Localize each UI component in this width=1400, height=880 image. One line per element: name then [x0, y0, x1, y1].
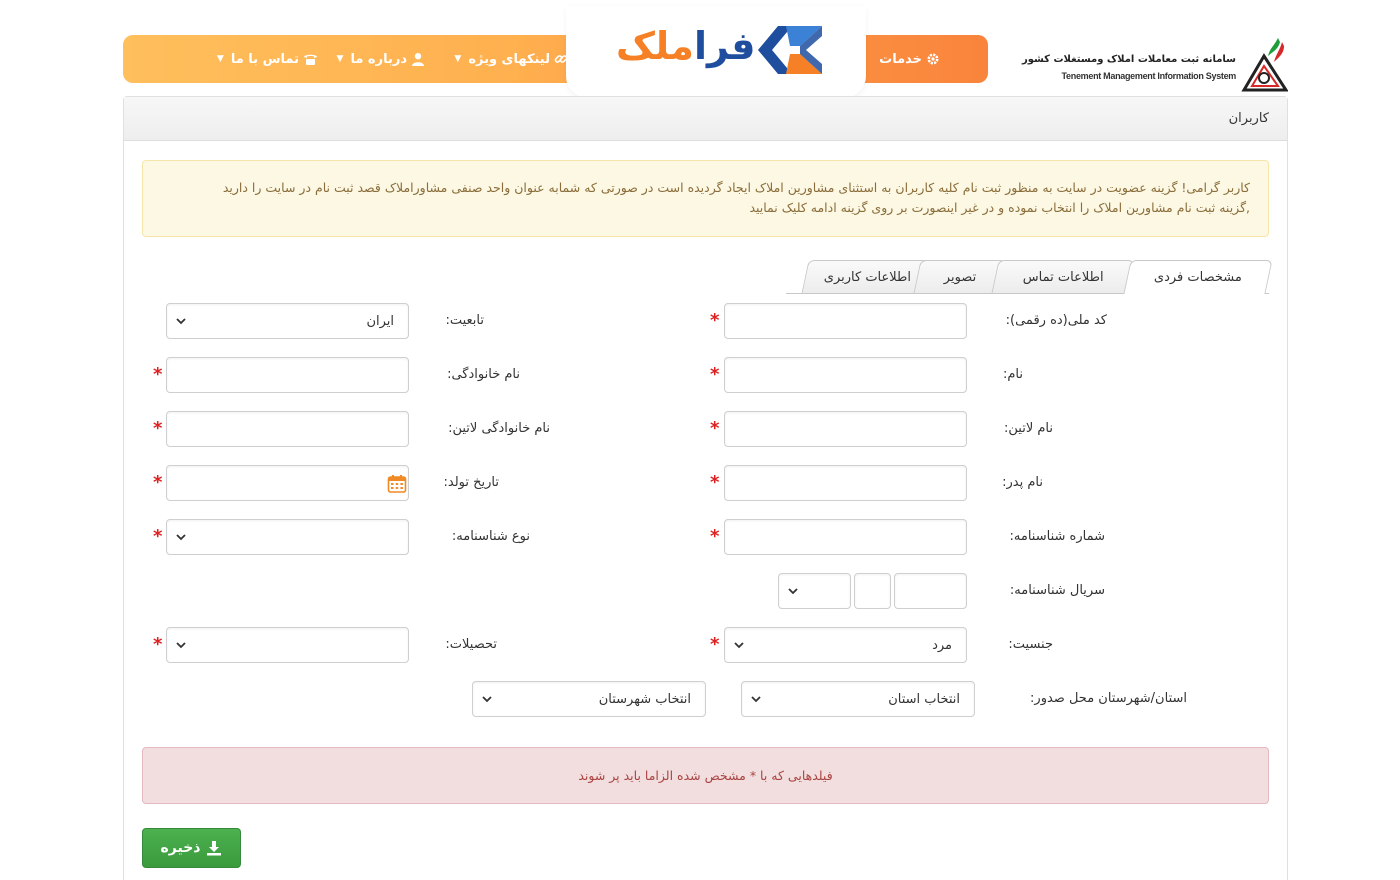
education-label: تحصیلات:: [445, 637, 497, 652]
users-panel: [123, 96, 1288, 880]
nav-contact[interactable]: [217, 35, 318, 83]
latin-first-name-label: نام لاتین:: [1004, 421, 1053, 436]
nationality-label: تابعیت:: [445, 313, 484, 328]
national-code-label: کد ملی(ده رقمی):: [1005, 313, 1107, 328]
logo-wordmark-part1: فرا: [693, 24, 756, 68]
latin-last-name-input[interactable]: [167, 412, 408, 446]
tab-contact-info[interactable]: [991, 260, 1134, 293]
required-mark: *: [710, 526, 720, 547]
logo-wordmark: [616, 24, 756, 68]
nav-about[interactable]: [337, 35, 425, 83]
latin-first-name-input[interactable]: [725, 412, 966, 446]
latin-last-name-field[interactable]: [166, 411, 409, 447]
national-code-input[interactable]: [725, 304, 966, 338]
gear-icon: [926, 52, 940, 66]
logo-mark-icon: [752, 22, 826, 78]
tab-contact-info-label: اطلاعات تماس: [1022, 269, 1104, 285]
download-icon: [206, 840, 222, 856]
site-logo[interactable]: [566, 6, 866, 98]
id-serial-part-input[interactable]: [855, 574, 890, 608]
birth-date-field[interactable]: [166, 465, 409, 501]
nav-services-label: خدمات: [879, 51, 922, 67]
tab-account-info-label: اطلاعات کاربری: [824, 269, 912, 285]
brand-subtitle: Tenement Management Information System: [1061, 71, 1236, 81]
save-button-label: ذخیره: [160, 840, 201, 856]
province-value: انتخاب استان: [888, 692, 960, 707]
tab-personal-info-label: مشخصات فردی: [1153, 270, 1242, 285]
tab-personal-info[interactable]: [1123, 260, 1272, 294]
gender-value: مرد: [932, 638, 952, 653]
id-number-input[interactable]: [725, 520, 966, 554]
membership-notice: [142, 160, 1269, 237]
nav-contact-label: تماس با ما: [230, 51, 299, 67]
panel-header: [124, 97, 1287, 141]
phone-icon: [303, 52, 318, 66]
chevron-down-icon: ▼: [216, 54, 224, 64]
brand-title: سامانه ثبت معاملات املاک ومستغلات کشور: [1021, 54, 1236, 65]
required-mark: *: [153, 364, 163, 385]
id-serial-letter-select[interactable]: [778, 573, 851, 609]
panel-title: کاربران: [1228, 111, 1269, 126]
last-name-field[interactable]: [166, 357, 409, 393]
first-name-field[interactable]: [724, 357, 967, 393]
id-serial-number-input[interactable]: [895, 574, 966, 608]
logo-wordmark-part2: ملک: [616, 24, 694, 68]
father-name-label: نام پدر:: [1002, 475, 1043, 490]
tab-photo-label: تصویر: [943, 269, 977, 285]
last-name-input[interactable]: [167, 358, 408, 392]
required-fields-alert: [142, 747, 1269, 804]
id-serial-part-field[interactable]: [854, 573, 891, 609]
chevron-down-icon: ▼: [454, 54, 462, 64]
province-city-label: استان/شهرستان محل صدور:: [1030, 691, 1187, 706]
province-select[interactable]: [741, 681, 975, 717]
chevron-down-icon: [787, 585, 799, 597]
latin-first-name-field[interactable]: [724, 411, 967, 447]
chevron-down-icon: [175, 639, 187, 651]
id-serial-label: سریال شناسنامه:: [1009, 583, 1105, 598]
nav-services[interactable]: [879, 35, 940, 83]
required-mark: *: [710, 310, 720, 331]
required-mark: *: [153, 472, 163, 493]
calendar-icon[interactable]: [387, 474, 407, 494]
id-type-label: نوع شناسنامه:: [451, 529, 530, 544]
city-value: انتخاب شهرستان: [598, 692, 691, 707]
gender-label: جنسیت:: [1008, 637, 1053, 652]
nationality-select[interactable]: [166, 303, 409, 339]
nav-special-links-label: لینکهای ویژه: [468, 51, 550, 67]
chevron-down-icon: [481, 693, 493, 705]
father-name-input[interactable]: [725, 466, 966, 500]
first-name-label: نام:: [1002, 367, 1023, 382]
brand-block: [1021, 36, 1288, 94]
latin-last-name-label: نام خانوادگی لاتین:: [448, 421, 550, 436]
id-serial-number-field[interactable]: [894, 573, 967, 609]
chevron-down-icon: [750, 693, 762, 705]
id-number-label: شماره شناسنامه:: [1009, 529, 1105, 544]
nav-about-label: درباره ما: [350, 51, 407, 67]
last-name-label: نام خانوادگی:: [447, 367, 520, 382]
save-button[interactable]: [142, 828, 241, 868]
chevron-down-icon: ▼: [336, 54, 344, 64]
id-type-select[interactable]: [166, 519, 409, 555]
chevron-down-icon: [175, 315, 187, 327]
gender-select[interactable]: [724, 627, 967, 663]
required-fields-message: فیلدهایی که با * مشخص شده الزاما باید پر شوند: [578, 768, 833, 783]
nationality-value: ایران: [366, 314, 394, 329]
first-name-input[interactable]: [725, 358, 966, 392]
required-mark: *: [153, 526, 163, 547]
notice-line-1: کاربر گرامی! گزینه عضویت در سایت به منظور ثبت نام کلیه کاربران به استثنای مشاورین املاک ایجاد گردیده است در صورتی که شمابه عنوان واحد صنفی مشاوراملاک قصد ثبت نام در سایت را دارید: [222, 180, 1250, 195]
birth-date-label: تاریخ تولد:: [443, 475, 499, 490]
national-code-field[interactable]: [724, 303, 967, 339]
required-mark: *: [710, 472, 720, 493]
required-mark: *: [710, 634, 720, 655]
notice-line-2: ,گزینه ثبت نام مشاورین املاک را انتخاب نموده و در غیر اینصورت بر روی گزینه ادامه کلیک نمایید: [749, 200, 1250, 215]
user-icon: [411, 52, 425, 66]
required-mark: *: [153, 418, 163, 439]
required-mark: *: [710, 418, 720, 439]
required-mark: *: [710, 364, 720, 385]
city-select[interactable]: [472, 681, 706, 717]
id-number-field[interactable]: [724, 519, 967, 555]
chevron-down-icon: [175, 531, 187, 543]
chevron-down-icon: [733, 639, 745, 651]
emblem-icon: [1240, 36, 1288, 94]
required-mark: *: [153, 634, 163, 655]
nav-special-links[interactable]: [454, 35, 568, 83]
education-select[interactable]: [166, 627, 409, 663]
father-name-field[interactable]: [724, 465, 967, 501]
